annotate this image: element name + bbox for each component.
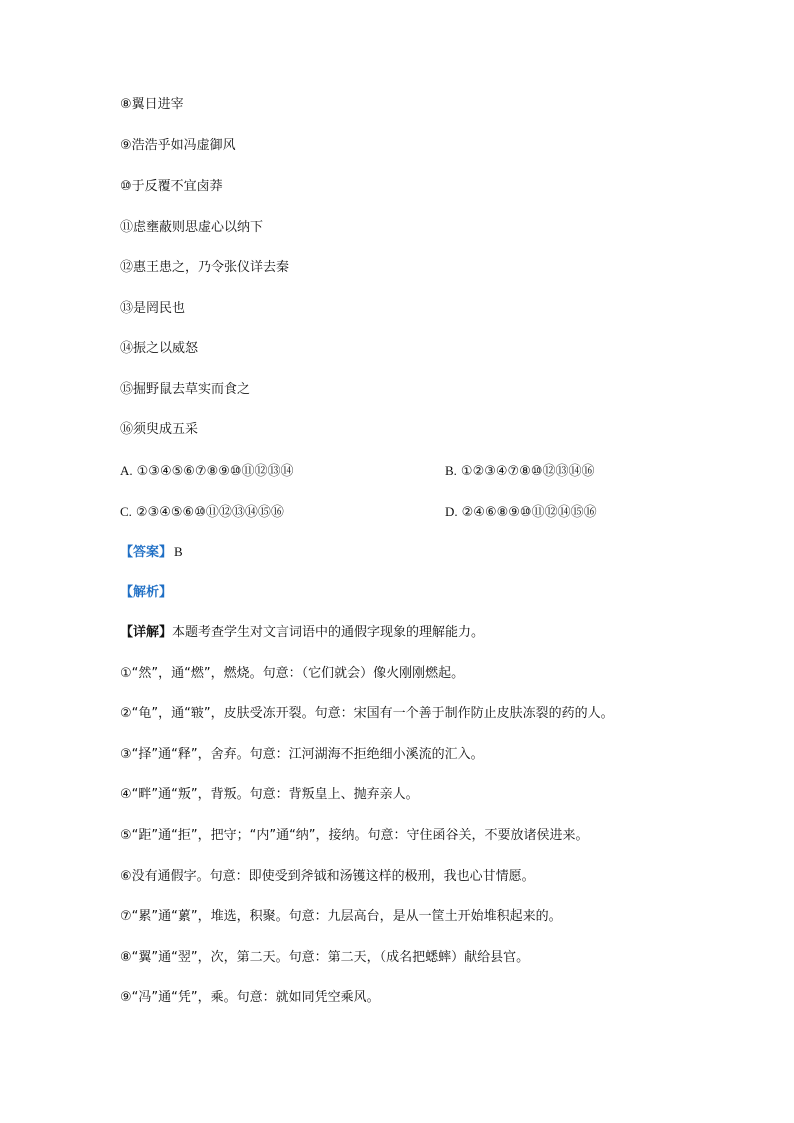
option-letter: C. [120,504,132,519]
explanation-line: ①“然”，通“燃”，燃烧。句意：（它们就会）像火刚刚燃起。 [120,666,465,681]
explanation-line: ⑧“翼”通“翌”，次，第二天。句意：第二天，（成名把蟋蟀）献给县官。 [120,950,530,965]
option-letter: D. [445,504,458,519]
item-line: ⑯须臾成五采 [120,422,199,437]
explanation-line: ②“龟”，通“皲”，皮肤受冻开裂。句意：宋国有一个善于制作防止皮肤冻裂的药的人。 [120,706,614,721]
explanation-line: ④“畔”通“叛”，背叛。句意：背叛皇上、抛弃亲人。 [120,787,419,802]
explanation-line: ③“择”通“释”，舍弃。句意：江河湖海不拒绝细小溪流的汇入。 [120,747,484,762]
item-line: ⑧翼日进宰 [120,97,184,112]
item-line: ⑬是罔民也 [120,301,186,316]
item-line: ⑩于反覆不宜卤莽 [120,179,223,194]
detail-text: 本题考查学生对文言词语中的通假字现象的理解能力。 [172,625,485,640]
answer-tag: 【答案】 [120,545,173,560]
answer-value: B [174,544,183,559]
option-a [120,462,294,481]
explanation-line: ⑥没有通假字。句意：即使受到斧钺和汤镬这样的极刑，我也心甘情愿。 [120,869,535,884]
option-text: ①②③④⑦⑧⑩⑫⑬⑭⑯ [460,464,595,479]
explanation-line: ⑤“距”通“拒”，把守；“内”通“纳”，接纳。句意：守住函谷关，不要放诸侯进来。 [120,828,589,843]
option-text: ①③④⑤⑥⑦⑧⑨⑩⑪⑫⑬⑭ [136,464,294,479]
answer-line [120,543,183,562]
analysis-tag: 【解析】 [120,585,173,600]
detail-tag: 【详解】 [120,625,173,640]
item-line: ⑫惠王患之，乃令张仪详去秦 [120,260,290,275]
option-c [120,503,284,522]
option-b [445,462,595,481]
item-line: ⑮掘野鼠去草实而食之 [120,382,251,397]
option-d [445,503,597,522]
detail-line [120,624,484,642]
analysis-line [120,584,172,602]
explanation-line: ⑨“冯”通“凭”，乘。句意：就如同凭空乘风。 [120,990,380,1005]
item-line: ⑪虑壅蔽则思虚心以纳下 [120,220,264,235]
explanation-line: ⑦“累”通“蔂”，堆选，积聚。句意：九层高台，是从一筐土开始堆积起来的。 [120,909,562,924]
option-letter: A. [120,463,133,478]
item-line: ⑨浩浩乎如冯虚御风 [120,138,236,153]
item-line: ⑭振之以威怒 [120,341,199,356]
option-letter: B. [445,463,457,478]
option-text: ②④⑥⑧⑨⑩⑪⑫⑭⑮⑯ [461,505,597,520]
option-text: ②③④⑤⑥⑩⑪⑫⑬⑭⑮⑯ [135,505,284,520]
